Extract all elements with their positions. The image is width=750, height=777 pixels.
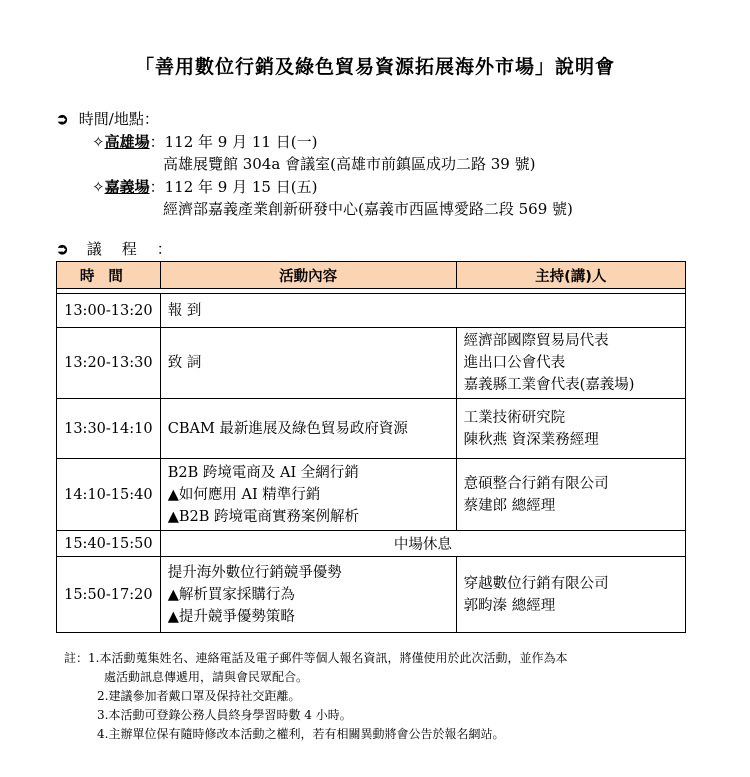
row-host: 穿越數位行銷有限公司 郭畇溱 總經理 xyxy=(456,557,685,633)
agenda-label: 議程： xyxy=(86,240,192,258)
row-content: 致 詞 xyxy=(160,328,456,399)
note-item: 2.建議參加者戴口罩及保持社交距離。 xyxy=(97,689,301,703)
arrow-icon: ➲ xyxy=(56,240,77,258)
row-content: 提升海外數位行銷競爭優勢 ▲解析買家採購行為 ▲提升競爭優勢策略 xyxy=(160,557,456,633)
note-item: 3.本活動可登錄公務人員終身學習時數 4 小時。 xyxy=(97,708,352,722)
table-row xyxy=(57,557,686,633)
header-host: 主持(講)人 xyxy=(456,262,685,289)
row-time: 15:50-17:20 xyxy=(57,557,161,633)
venue-city: 高雄場 xyxy=(104,133,150,151)
document-title: 「善用數位行銷及綠色貿易資源拓展海外市場」說明會 xyxy=(134,56,615,78)
venue-address: 高雄展覽館 304a 會議室(高雄市前鎮區成功二路 39 號) xyxy=(163,155,536,173)
row-host: 經濟部國際貿易局代表 進出口公會代表 嘉義縣工業會代表(嘉義場) xyxy=(456,328,685,399)
venue-chiayi xyxy=(92,176,317,197)
table-row xyxy=(57,294,686,328)
agenda-table xyxy=(56,261,686,633)
row-time: 13:30-14:10 xyxy=(57,399,161,459)
note-item: 4.主辦單位保有隨時修改本活動之權利，若有相關異動將會公告於報名網站。 xyxy=(97,727,505,741)
row-content: 報 到 xyxy=(160,294,685,328)
row-break-label: 中場休息 xyxy=(160,531,685,557)
row-time: 15:40-15:50 xyxy=(57,531,161,557)
row-host: 意碩整合行銷有限公司 蔡建郎 總經理 xyxy=(456,459,685,531)
diamond-icon: ✧ xyxy=(92,133,105,151)
table-row-break xyxy=(57,531,686,557)
venue-kaohsiung xyxy=(92,131,317,152)
venue-address: 經濟部嘉義產業創新研發中心(嘉義市西區博愛路二段 569 號) xyxy=(163,200,573,218)
venue-date: 112 年 9 月 15 日(五) xyxy=(164,178,318,196)
schedule-label: 時間/地點： xyxy=(78,110,159,128)
diamond-icon: ✧ xyxy=(92,178,105,196)
note-item: 註：1.本活動蒐集姓名、連絡電話及電子郵件等個人報名資訊，將僅使用於此次活動，並作為本 xyxy=(64,651,568,665)
notes xyxy=(64,649,704,744)
schedule-heading xyxy=(56,108,159,129)
row-time: 13:20-13:30 xyxy=(57,328,161,399)
row-time: 14:10-15:40 xyxy=(57,459,161,531)
row-content: B2B 跨境電商及 AI 全網行銷 ▲如何應用 AI 精準行銷 ▲B2B 跨境電商實務案例解析 xyxy=(160,459,456,531)
header-time: 時間 xyxy=(57,262,161,289)
table-row xyxy=(57,459,686,531)
table-row xyxy=(57,399,686,459)
row-content: CBAM 最新進展及綠色貿易政府資源 xyxy=(160,399,456,459)
table-header-row xyxy=(57,262,686,289)
row-time: 13:00-13:20 xyxy=(57,294,161,328)
agenda-heading xyxy=(56,238,192,259)
table-row xyxy=(57,328,686,399)
venue-date: 112 年 9 月 11 日(一) xyxy=(164,133,318,151)
venue-colon: ： xyxy=(149,178,165,196)
venue-colon: ： xyxy=(149,133,165,151)
note-item: 處活動訊息傳遞用，請與會民眾配合。 xyxy=(104,670,309,684)
row-host: 工業技術研究院 陳秋燕 資深業務經理 xyxy=(456,399,685,459)
header-content: 活動內容 xyxy=(160,262,456,289)
arrow-icon: ➲ xyxy=(56,110,69,128)
venue-city: 嘉義場 xyxy=(104,178,150,196)
